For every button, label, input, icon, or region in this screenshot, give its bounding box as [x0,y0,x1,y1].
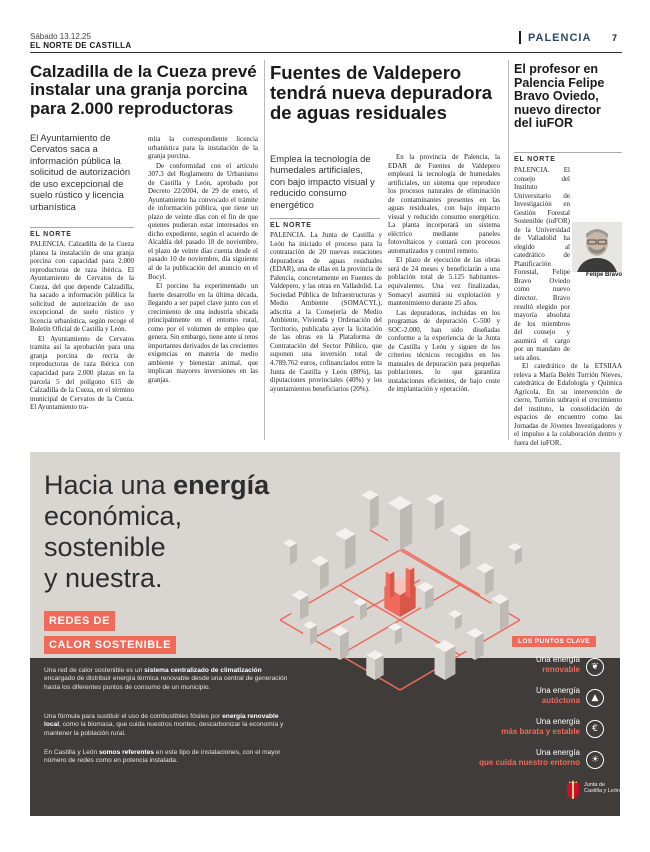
ad-title-text: y nuestra. [44,563,163,594]
building-face [335,534,345,570]
key-point: Una energía renovable [535,655,580,674]
building-face [450,530,460,570]
article1-lead: El Ayuntamiento de Cervatos saca a información pública la solicitud de autorización de uso excepcional de suelo rústico y licencia urbanística [30,132,131,212]
key-points-badge: LOS PUNTOS CLAVE [512,636,596,647]
building-face [331,631,340,660]
ad-title-text: Hacia una [44,470,174,500]
article1-paragraph: El Ayuntamiento de Cervatos tramita así la aprobación para una granja porcina de recría de reproductoras de raza ibérica con capacidad para 2.000 plazas en la parcela 5 del polígono 615 de Calzadilla de la Cueza, en el término municipal de Cervatos de la Cueza. El Ayuntamiento tra- [30,334,134,412]
header-rule [30,52,622,53]
article1-byline: EL NORTE [30,227,134,238]
section-name: PALENCIA [528,32,592,44]
article2-lead: Emplea la tecnología de humedales artificiales, con bajo impacto visual y reducido consumo energético [270,153,375,210]
building-face [370,495,379,530]
ad-title-text: económica, [44,501,183,532]
building-face [426,499,435,530]
euro-icon: € [586,720,604,738]
building-face [386,572,390,599]
building-face [388,503,400,550]
ad-paragraph: Una fórmula para sustituir el uso de combustibles fósiles por energía renovable local, como la biomasa, que cuida nuestros montes, descarbonizar la economía y mantener la población rural. [44,713,284,737]
article2-col1 [270,231,382,394]
ad-headline [44,470,269,594]
building-face [435,499,444,530]
fir-tree-icon: ▲ [586,689,604,707]
building-face [361,495,370,530]
building-face [500,599,509,630]
section-marker [519,31,521,44]
building-face [460,530,470,570]
building-face [311,561,320,590]
article1-paragraph: PALENCIA. Calzadilla de la Cueza planea la instalación de una granja porcina con capacidad para 2.000 reproductoras de raza ibérica. El Ayuntamiento de Cervatos de la Cueza, del que depende Calzadilla, ha sacado a información pública la solicitud de autorización de uso excepcional de suelo rústico y licencia urbanística, según recoge el Boletín Oficial de Castilla y León. [30,240,134,334]
article2-paragraph: PALENCIA. La Junta de Castilla y León ha iniciado el proceso para la contratación de 20 nuevas estaciones depuradoras de aguas residuales (EDAR), una de ellas en la provincia de Palencia, concretamente en Fuentes de Valdepero, y las otras en Valladolid. La Sociedad Pública de Infraestructuras y Medio Ambiente (SOMACYL), adscrita a la Consejería de Medio Ambiente, Vivienda y Ordenación del Territorio, publicaba ayer la licitación de las obras en la Plataforma de Contratación del Sector Público, que suponen una inversión total de 4.789.762 euros, cofinanciados entre la Junta de Castilla y León (80%), las diputaciones provinciales (40%) y los ayuntamientos beneficiarios (20%). [270,231,382,393]
newspaper-name: EL NORTE DE CASTILLA [30,41,132,50]
ad-title-bold: energía [173,470,270,500]
article2-paragraph: Las depuradoras, incluidas en los programas de depuración C-500 y SOC-2.000, han sido diseñadas conforme a la experiencia de la Junta de Castilla y León y siguen de los criterios técnicos recogidos en los manuales de depuración para pequeñas poblaciones, lo que garantiza instalaciones eficientes, de bajo coste de implantación y operación. [388,308,500,394]
ad-title-text: sostenible [44,532,166,563]
key-point: Una energía autóctona [535,686,580,705]
ad-paragraph: Una red de calor sostenible es un sistema centralizado de climatización encargado de distribuir energía térmica renovable desde una central de generación hasta los diferentes puntos de consumo de un municipio. [44,667,288,691]
key-points-list [440,655,608,773]
article3-paragraph: El catedrático de la ETSIIAA releva a María Belén Turrión Nieves, catedrática de Edafología y Química Agrícola. En su intervención de cierre, Turrión subrayó el crecimiento del instituto, la consolidación de espacios de encuentro como las Jornadas de Jóvenes Investigadores y el impulso a la colaboración dentro y fuera del iuFOR. [514,362,622,447]
junta-logo-text: Junta de Castilla y León [584,782,621,795]
column-divider [508,60,509,440]
building-face [345,534,355,570]
landscape-icon: ☀ [586,751,604,769]
article3-headline: El profesor en Palencia Felipe Bravo Oviedo, nuevo director del iuFOR [514,62,605,130]
key-point: Una energía más barata y estable [501,717,580,736]
ad-paragraph: En Castilla y León somos referentes en este tipo de instalaciones, con el mayor número de redes como en potencia instalada. [44,749,281,765]
building-face [320,561,329,590]
article1-paragraph: De conformidad con el artículo 307.3 del Reglamento de Urbanismo de Castilla y León, aprobado por Decreto 22/2004, de 29 de enero, el Ayuntamiento ha convocado el trámite de información pública, que tiene un plazo de veinte días con el fin de que quienes pudieran estar interesados en dicho expediente, según el acuerdo de Alcaldía del pasado 18 de noviembre, el plazo de veinte días cuenta desde el pasado 10 de noviembre, día siguiente al de la publicación del anuncio en el Bocyl. [148,161,258,281]
article2-paragraph: El plazo de ejecución de las obras será de 24 meses y beneficiarán a una población total de 5.125 habitantes-equivalentes. Una vez finalizadas, Somacyl asumirá su explotación y mantenimiento durante 25 años. [388,256,500,308]
building-face [390,572,394,599]
article1-col2 [148,135,258,385]
junta-crest-icon [566,780,580,800]
page-number: 7 [612,33,618,43]
article2-col2 [388,153,500,395]
building-face [400,503,412,550]
photo-caption: Felipe Bravo [572,272,622,278]
ad-tag-line2: CALOR SOSTENIBLE [44,636,176,654]
article1-headline: Calzadilla de la Cueza prevé instalar una granja porcina para 2.000 reproductoras [30,62,257,118]
building-face [406,568,410,599]
article3-body [514,166,622,449]
article3-byline: EL NORTE [514,152,622,163]
leaf-icon: ❦ [586,658,604,676]
building-face [340,631,349,660]
article2-headline: Fuentes de Valdepero tendrá nueva depuradora de aguas residuales [270,62,493,123]
building-face [491,599,500,630]
article1-paragraph: mita la correspondiente licencia urbanística para la instalación de la granja porcina. [148,135,258,161]
ad-tag-line1: REDES DE [44,611,115,631]
column-divider [264,60,265,440]
issue-date: Sábado 13.12.25 [30,32,91,41]
article2-byline: EL NORTE [270,218,380,229]
key-point: Una energía que cuida nuestro entorno [479,748,580,767]
article1-paragraph: El porcino ha experimentado un fuerte desarrollo en la última década, llegando a ser papel clave junto con el crecimiento de una industria ubicada principalmente en el entorno rural, como por el volumen de empleo que genera. Sin embargo, tiene ante sí retos importantes derivados de las crecientes exigencias en materia de medio ambiente y bienestar animal, que implican mayores inversiones en las granjas. [148,282,258,384]
building-face [410,568,414,599]
article1-col1 [30,240,134,413]
article3-paragraph: PALENCIA. El consejo del Instituto Universitario de Investigación en Gestión Forestal Sostenible (iuFOR) de la Universidad de Valladolid ha elegido al catedrático de Planificación Forestal, Felipe Bravo Oviedo como nuevo director. Bravo resultó elegido por mayoría absoluta de los miembros del consejo y asumirá el cargo por un mandato de seis años. [514,166,570,362]
article2-paragraph: En la provincia de Palencia, la EDAR de Fuentes de Valdepero empleará la tecnología de humedales artificiales, un sistema que reproduce los procesos naturales de eliminación de contaminantes presentes en las aguas residuales, con bajo impacto visual y reducido consumo energético. La planta incorporará un sistema eléctrico mediante paneles fotovoltaicos y contará con procesos automatizados y control remoto. [388,153,500,255]
